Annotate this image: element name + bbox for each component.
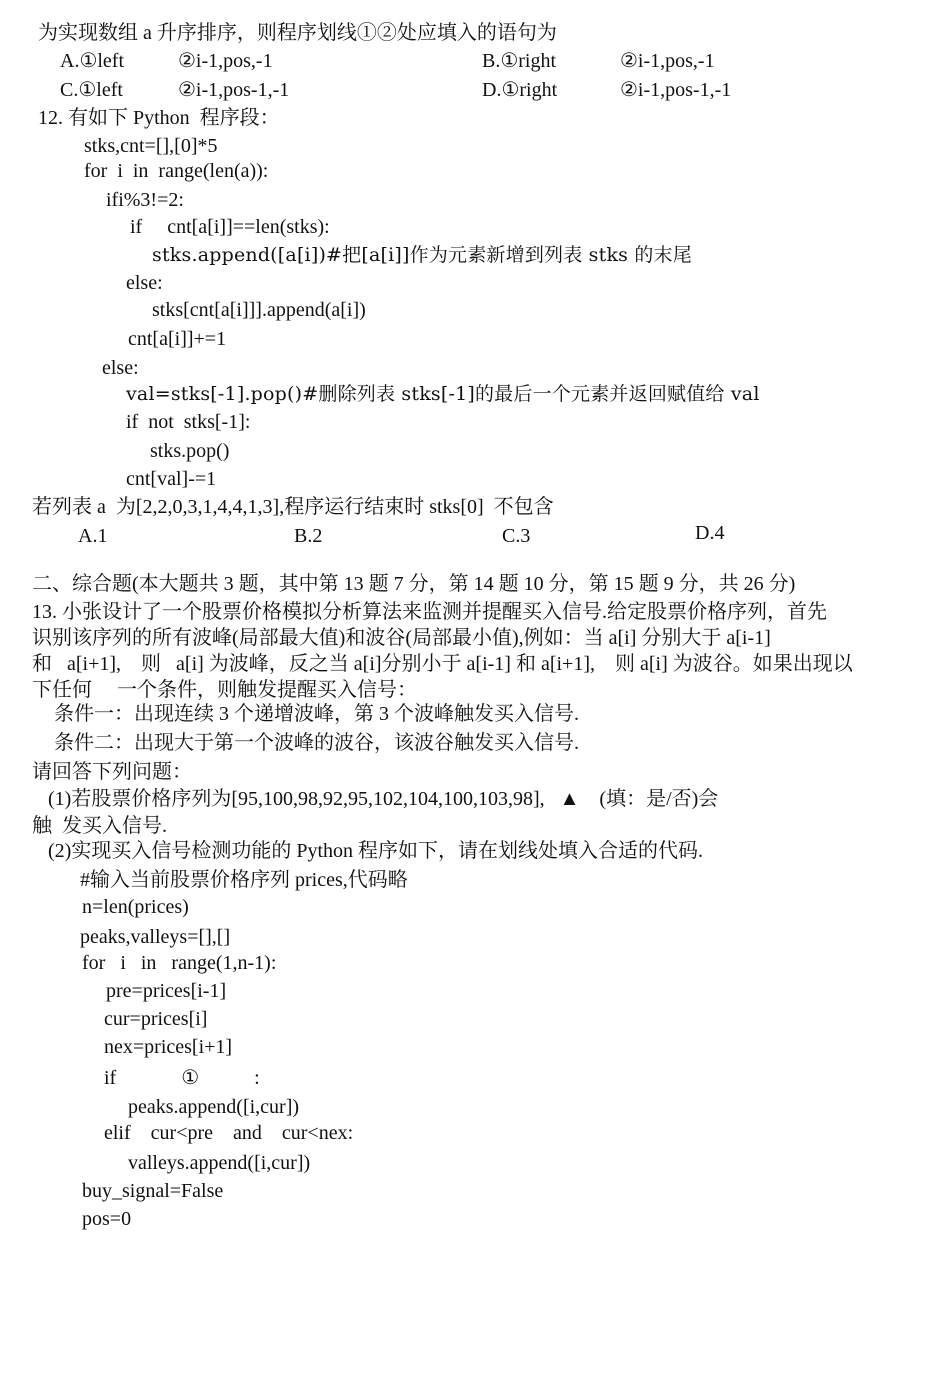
q13-condition-1: 条件一：出现连续 3 个递增波峰，第 3 个波峰触发买入信号. — [54, 703, 579, 725]
q13-code-line: n=len(prices) — [82, 896, 189, 918]
q12-option-a: A.1 — [78, 525, 108, 547]
q13-subquestion-1: (1)若股票价格序列为[95,100,98,92,95,102,104,100,103,98], ▲ (填：是/否)会 — [48, 788, 719, 810]
q12-code-line: else: — [102, 357, 139, 379]
q12-code-line: else: — [126, 272, 163, 294]
q13-code-line: buy_signal=False — [82, 1180, 224, 1202]
q11-option-d-label: D.①right — [482, 79, 558, 101]
q12-code-line: stks[cnt[a[i]]].append(a[i]) — [152, 299, 366, 321]
q12-code-line: val=stks[-1].pop()#删除列表 stks[-1]的最后一个元素并返回赋值给 val — [126, 383, 760, 405]
q13-paragraph-line: 下任何 一个条件，则触发提醒买入信号： — [32, 679, 417, 701]
q12-question: 若列表 a 为[2,2,0,3,1,4,4,1,3],程序运行结束时 stks[0] 不包含 — [32, 496, 554, 518]
q12-code-line: if not stks[-1]: — [126, 411, 251, 433]
q12-option-b: B.2 — [294, 525, 323, 547]
q13-ask: 请回答下列问题： — [32, 761, 192, 783]
q11-option-c-label: C.①left — [60, 79, 123, 101]
q12-option-d: D.4 — [695, 522, 725, 544]
q12-title: 12. 有如下 Python 程序段： — [38, 107, 280, 129]
q13-paragraph-line: 识别该序列的所有波峰(局部最大值)和波谷(局部最小值),例如：当 a[i] 分别大于 a[i-1] — [32, 627, 771, 649]
q13-code-line: nex=prices[i+1] — [104, 1036, 233, 1058]
q13-code-line: pre=prices[i-1] — [106, 980, 227, 1002]
q13-code-line: cur=prices[i] — [104, 1008, 208, 1030]
q13-condition-2: 条件二：出现大于第一个波峰的波谷，该波谷触发买入信号. — [54, 732, 579, 754]
q13-code-line: peaks,valleys=[],[] — [80, 926, 231, 948]
q12-code-line: cnt[val]-=1 — [126, 468, 217, 490]
q11-option-a-value: ②i-1,pos,-1 — [178, 50, 273, 72]
q12-code-line: stks.append([a[i])#把[a[i]]作为元素新增到列表 stks 的末尾 — [152, 244, 692, 266]
q12-code-line: stks.pop() — [150, 440, 230, 462]
q13-code-line: #输入当前股票价格序列 prices,代码略 — [80, 869, 408, 891]
q12-code-line: cnt[a[i]]+=1 — [128, 328, 227, 350]
q12-code-line: ifi%3!=2: — [106, 189, 184, 211]
q11-option-a-label: A.①left — [60, 50, 125, 72]
q11-option-c-value: ②i-1,pos-1,-1 — [178, 79, 290, 101]
q13-subquestion-2: (2)实现买入信号检测功能的 Python 程序如下，请在划线处填入合适的代码. — [48, 840, 703, 862]
q13-code-line: elif cur<pre and cur<nex: — [104, 1122, 354, 1144]
q13-code-line: valleys.append([i,cur]) — [128, 1152, 311, 1174]
q11-option-b-label: B.①right — [482, 50, 557, 72]
q12-code-line: stks,cnt=[],[0]*5 — [84, 135, 218, 157]
q11-stem: 为实现数组 a 升序排序，则程序划线①②处应填入的语句为 — [38, 22, 557, 44]
q12-option-c: C.3 — [502, 525, 531, 547]
q13-code-line-blank-1: if ① : — [104, 1067, 260, 1089]
section-heading: 二、综合题(本大题共 3 题，其中第 13 题 7 分，第 14 题 10 分，第 15 题 9 分，共 26 分) — [32, 573, 796, 595]
q12-code-line: for i in range(len(a)): — [84, 160, 269, 182]
q13-paragraph-line: 13. 小张设计了一个股票价格模拟分析算法来监测并提醒买入信号.给定股票价格序列，首先 — [32, 601, 827, 623]
q11-option-d-value: ②i-1,pos-1,-1 — [620, 79, 732, 101]
q13-subquestion-1-cont: 触 发买入信号. — [32, 815, 167, 837]
q13-paragraph-line: 和 a[i+1], 则 a[i] 为波峰，反之当 a[i]分别小于 a[i-1] 和 a[i+1], 则 a[i] 为波谷。如果出现以 — [32, 653, 853, 675]
q13-code-line: for i in range(1,n-1): — [82, 952, 277, 974]
q12-code-line: if cnt[a[i]]==len(stks): — [130, 216, 330, 238]
q11-option-b-value: ②i-1,pos,-1 — [620, 50, 715, 72]
q13-code-line: pos=0 — [82, 1208, 132, 1230]
q13-code-line: peaks.append([i,cur]) — [128, 1096, 300, 1118]
